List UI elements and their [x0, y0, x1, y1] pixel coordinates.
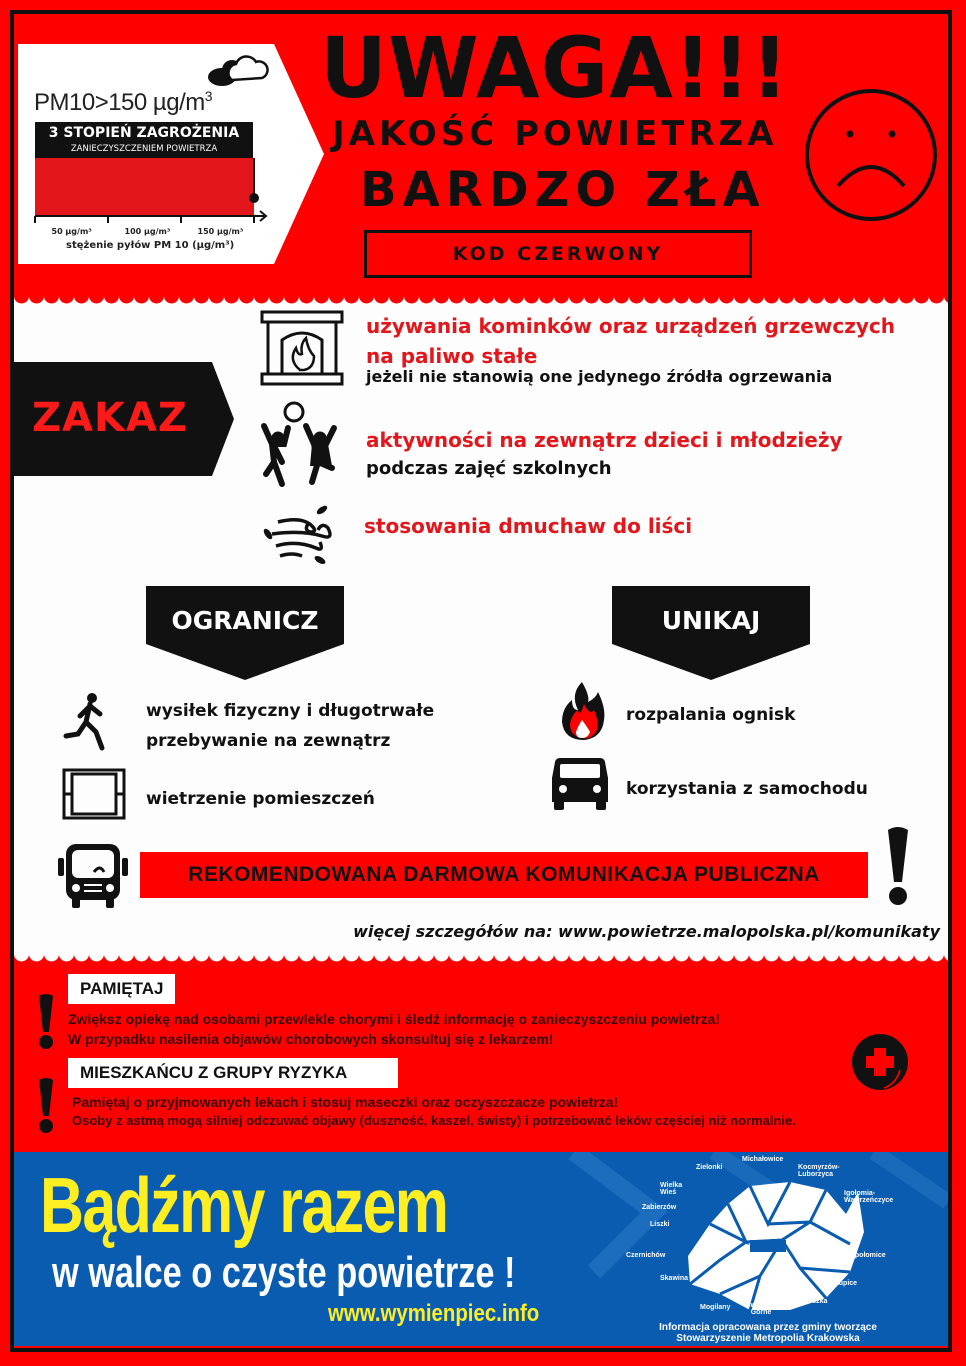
avoid-bonfires-text: rozpalania ognisk [626, 705, 796, 725]
note-pamietaj-line1: Zwiększ opiekę nad osobami przewlekle chorymi i śledź informację o zanieczyszczeniu powietrza! [68, 1011, 720, 1027]
pm10-bar [35, 158, 254, 216]
limit-exercise-text [146, 696, 434, 756]
bus-icon [58, 842, 128, 910]
ban-leaf-blowers-title: stosowania dmuchaw do liści [364, 514, 693, 538]
stage-title: 3 STOPIEŃ ZAGROŻENIA [48, 125, 240, 141]
map-label: Mogilany [700, 1304, 731, 1311]
krakow-metropolis-map [650, 1164, 900, 1324]
map-label: Biskupice [824, 1280, 858, 1287]
ban-outdoor-activity-note: podczas zajęć szkolnych [366, 458, 612, 479]
more-info-link[interactable]: więcej szczegółów na: www.powietrze.malopolska.pl/komunikaty [353, 922, 940, 941]
headline-uwaga: UWAGA!!! [320, 19, 790, 117]
pm10-threshold-label: PM10>150 $\mu g/m^3$ [34, 88, 213, 116]
ban-fireplaces-line2: na paliwo stałe [366, 344, 538, 368]
fireplace-icon [260, 310, 344, 388]
map-label: Świątniki Górne [746, 1302, 777, 1316]
map-center-label: Kraków [752, 1234, 778, 1241]
map-label: Zielonki [696, 1164, 723, 1171]
unikaj-tag [612, 586, 810, 680]
banner-subline: w walce o czyste powietrze ! [52, 1248, 516, 1297]
headline-very-bad: BARDZO ZŁA [360, 162, 766, 218]
ogranicz-label: OGRANICZ [171, 606, 319, 635]
credit-line1: Informacja opracowana przez gminy tworzące [659, 1322, 877, 1333]
limit-exercise-line2: przebywanie na zewnątrz [146, 731, 391, 751]
ban-outdoor-activity-title: aktywności na zewnątrz dzieci i młodzieży [366, 428, 843, 452]
map-credit [648, 1322, 888, 1344]
headline-air-quality: JAKOŚĆ POWIETRZA [332, 114, 778, 154]
map-label: Igołomia-Wawrzeńczyce [844, 1190, 894, 1204]
map-label: Zabierzów [642, 1204, 677, 1211]
ogranicz-tag [146, 586, 344, 680]
sad-face-icon [802, 86, 940, 224]
car-icon [550, 756, 610, 812]
note-risk-group-line2: Osoby z astmą mogą silniej odczuwać objawy (duszność, kaszel, świsty) i potrzebować leków częściej niż normalnie. [72, 1113, 796, 1128]
medical-cross-icon [848, 1030, 914, 1092]
map-label: Kocmyrzów-Luborzyca [798, 1164, 840, 1178]
ban-fireplaces-line1: używania kominków oraz urządzeń grzewczych [366, 314, 895, 338]
map-label: Skawina [660, 1275, 689, 1282]
banner-headline: Bądźmy razem [40, 1161, 448, 1249]
pm10-chart-panel [18, 44, 324, 264]
x-tick-label: 100 µg/m³ [124, 227, 171, 236]
credit-line2: Stowarzyszenie Metropolia Krakowska [676, 1333, 860, 1344]
map-label: Niepołomice [844, 1252, 886, 1259]
note-risk-group-line1: Pamiętaj o przyjmowanych lekach i stosuj maseczki oraz oczyszczacze powietrza! [72, 1094, 619, 1110]
zakaz-label: ZAKAZ [32, 395, 188, 441]
children-playing-icon [258, 400, 342, 490]
public-transport-recommendation: REKOMENDOWANA DARMOWA KOMUNIKACJA PUBLICZNA [140, 852, 868, 898]
fire-icon [560, 680, 606, 742]
limit-exercise-line1: wysiłek fizyczny i długotrwałe [146, 701, 435, 721]
note-risk-group-title: MIESZKAŃCU Z GRUPY RYZYKA [68, 1058, 398, 1088]
x-tick-label: 150 µg/m³ [197, 227, 244, 236]
map-label: Michałowice [742, 1156, 784, 1163]
banner-url-link[interactable]: www.wymienpiec.info [328, 1300, 540, 1327]
avoid-car-text: korzystania z samochodu [626, 779, 868, 799]
runner-icon [62, 692, 114, 752]
x-axis-label: stężenie pyłów PM 10 (µg/m³) [66, 240, 235, 251]
code-red-box: KOD CZERWONY [364, 230, 752, 278]
ban-fireplaces-note: jeżeli nie stanowią one jedynego źródła ogrzewania [366, 367, 833, 386]
unikaj-label: UNIKAJ [661, 606, 761, 635]
leaf-blower-wind-icon [262, 502, 338, 566]
note-pamietaj-line2: W przypadku nasilenia objawów chorobowych skonsultuj się z lekarzem! [68, 1031, 554, 1047]
scallop-bottom-edge [14, 950, 948, 964]
map-label: Wielka Wieś [660, 1182, 683, 1196]
limit-ventilation-text: wietrzenie pomieszczeń [146, 789, 375, 809]
map-label: Czernichów [626, 1252, 666, 1259]
exclamation-icon-ryzyko [36, 1076, 56, 1136]
map-label: Liszki [650, 1221, 670, 1228]
map-label: Wieliczka [796, 1298, 828, 1305]
x-tick-label: 50 µg/m³ [51, 227, 92, 236]
threshold-marker [249, 193, 259, 203]
scallop-top-edge [14, 292, 948, 306]
window-icon [62, 766, 126, 822]
exclamation-icon [884, 824, 912, 908]
stage-subtitle: ZANIECZYSZCZENIEM POWIETRZA [70, 144, 218, 154]
exclamation-icon-pamietaj [36, 992, 56, 1052]
stage-box [35, 122, 253, 158]
note-pamietaj-title: PAMIĘTAJ [68, 974, 175, 1004]
ban-fireplaces-title [366, 311, 895, 371]
